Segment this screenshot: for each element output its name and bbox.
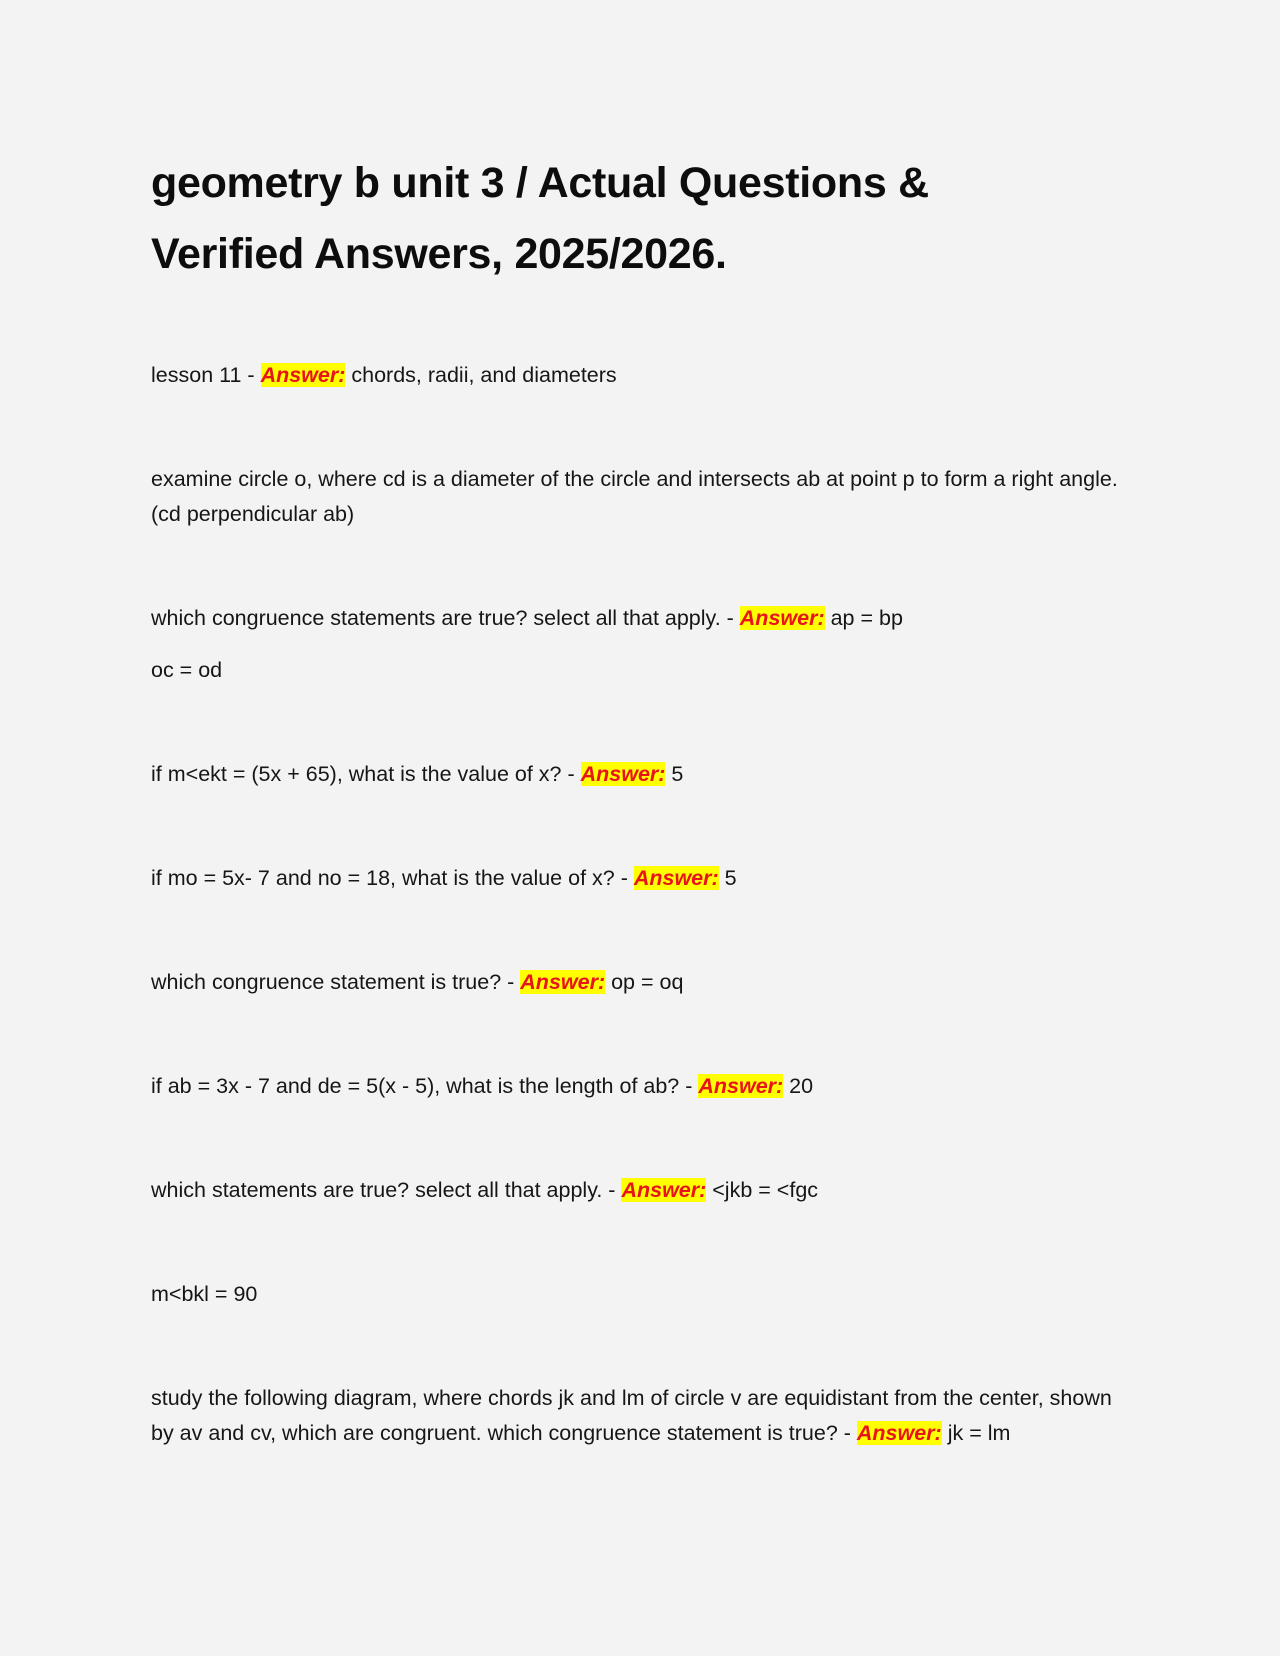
- answer-text: 20: [783, 1074, 814, 1098]
- answer-continuation: oc = od: [151, 658, 223, 682]
- answer-text: 5: [718, 866, 737, 890]
- answer-label: Answer:: [698, 1074, 784, 1098]
- question-text: which statements are true? select all that apply. -: [151, 1178, 622, 1202]
- answer-continuation: m<bkl = 90: [151, 1282, 258, 1306]
- qa-item: [151, 601, 1130, 636]
- answer-label: Answer:: [856, 1421, 942, 1445]
- answer-text: <jkb = <fgc: [706, 1178, 819, 1202]
- qa-list: [151, 358, 1130, 1451]
- answer-label: Answer:: [260, 363, 346, 387]
- answer-text: op = oq: [605, 970, 684, 994]
- question-text: study the following diagram, where chords jk and lm of circle v are equidistant from the center, shown by av and cv, which are congruent. which congruence statement is true? -: [151, 1386, 1112, 1445]
- answer-label: Answer:: [633, 866, 719, 890]
- answer-label: Answer:: [621, 1178, 707, 1202]
- qa-item-lesson: [151, 358, 1130, 393]
- title-line-1: geometry b unit 3 / Actual Questions &: [151, 159, 929, 207]
- qa-item: [151, 757, 1130, 792]
- qa-item: [151, 965, 1130, 1000]
- answer-label: Answer:: [520, 970, 606, 994]
- answer-text: 5: [665, 762, 684, 786]
- qa-item: [151, 1173, 1130, 1208]
- answer-label: Answer:: [580, 762, 666, 786]
- question-text: if m<ekt = (5x + 65), what is the value of x? -: [151, 762, 581, 786]
- answer-text: ap = bp: [824, 606, 903, 630]
- qa-item: [151, 1069, 1130, 1104]
- title-line-2: Verified Answers, 2025/2026.: [151, 230, 727, 278]
- qa-item: [151, 861, 1130, 896]
- question-text: if ab = 3x - 7 and de = 5(x - 5), what is the length of ab? -: [151, 1074, 699, 1098]
- answer-text: chords, radii, and diameters: [345, 363, 617, 387]
- answer-text: jk = lm: [941, 1421, 1011, 1445]
- question-text: lesson 11 -: [151, 363, 261, 387]
- answer-label: Answer:: [739, 606, 825, 630]
- qa-item: [151, 1381, 1130, 1451]
- question-text: which congruence statements are true? select all that apply. -: [151, 606, 740, 630]
- question-text: which congruence statement is true? -: [151, 970, 521, 994]
- document-title: [151, 148, 1130, 290]
- question-text: if mo = 5x- 7 and no = 18, what is the value of x? -: [151, 866, 634, 890]
- context-paragraph: examine circle o, where cd is a diameter of the circle and intersects ab at point p to form a right angle. (cd perpendicular ab): [151, 467, 1118, 526]
